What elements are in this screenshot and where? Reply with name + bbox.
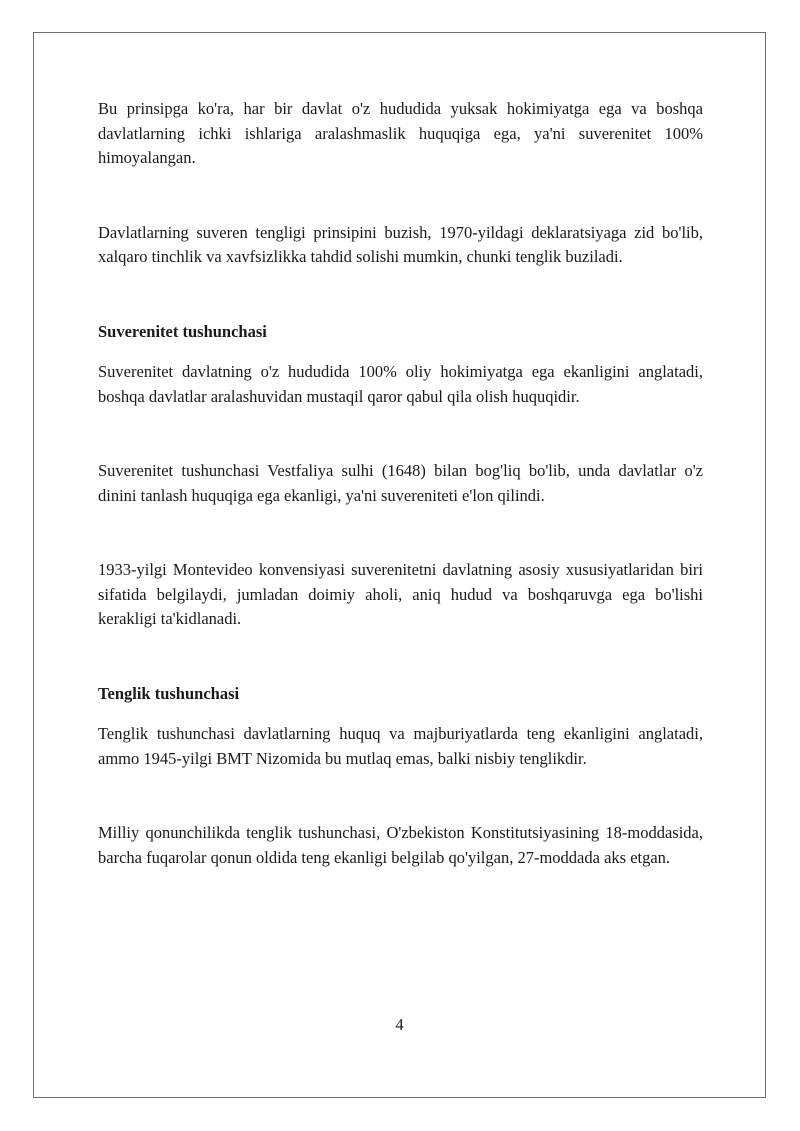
page-number: 4 [395,1015,404,1034]
paragraph-sovereign-equality: Davlatlarning suveren tengligi prinsipini buzish, 1970-yildagi deklaratsiyaga zid bo'lib, xalqaro tinchlik va xavfsizlikka tahdid solishi mumkin, chunki tenglik buziladi. [98,222,703,266]
paragraph-westphalia: Suverenitet tushunchasi Vestfaliya sulhi (1648) bilan bog'liq bo'lib, unda davlatlar o'z dinini tanlash huquqiga ega ekanligi, ya'ni suvereniteti e'lon qilindi. [98,461,703,505]
paragraph-equality-definition: Tenglik tushunchasi davlatlarning huquq va majburiyatlarda teng ekanligini anglatadi, ammo 1945-yilgi BMT Nizomida bu mutlaq emas, balki nisbiy tenglikdir. [98,724,703,768]
paragraph-montevideo: 1933-yilgi Montevideo konvensiyasi suverenitetni davlatning asosiy xususiyatlaridan biri sifatida belgilaydi, jumladan doimiy aholi, aniq hudud va boshqaruvga ega bo'lishi kerakligi ta'kidlanadi. [98,560,703,628]
paragraph-principle: Bu prinsipga ko'ra, har bir davlat o'z hududida yuksak hokimiyatga ega va boshqa davlatlarning ichki ishlariga aralashmaslik huquqiga ega, ya'ni suverenitet 100% himoyalangan. [98,99,703,167]
document-page [33,32,766,1098]
page-content [98,97,703,870]
paragraph-sovereignty-definition: Suverenitet davlatning o'z hududida 100% oliy hokimiyatga ega ekanligini anglatadi, boshqa davlatlar aralashuvidan mustaqil qaror qabul qila olish huquqidir. [98,362,703,406]
paragraph-national-law: Milliy qonunchilikda tenglik tushunchasi, O'zbekiston Konstitutsiyasining 18-moddasida, barcha fuqarolar qonun oldida teng ekanligi belgilab qo'yilgan, 27-moddada aks etgan. [98,823,703,867]
heading-sovereignty: Suverenitet tushunchasi [98,321,267,341]
heading-equality: Tenglik tushunchasi [98,683,240,703]
